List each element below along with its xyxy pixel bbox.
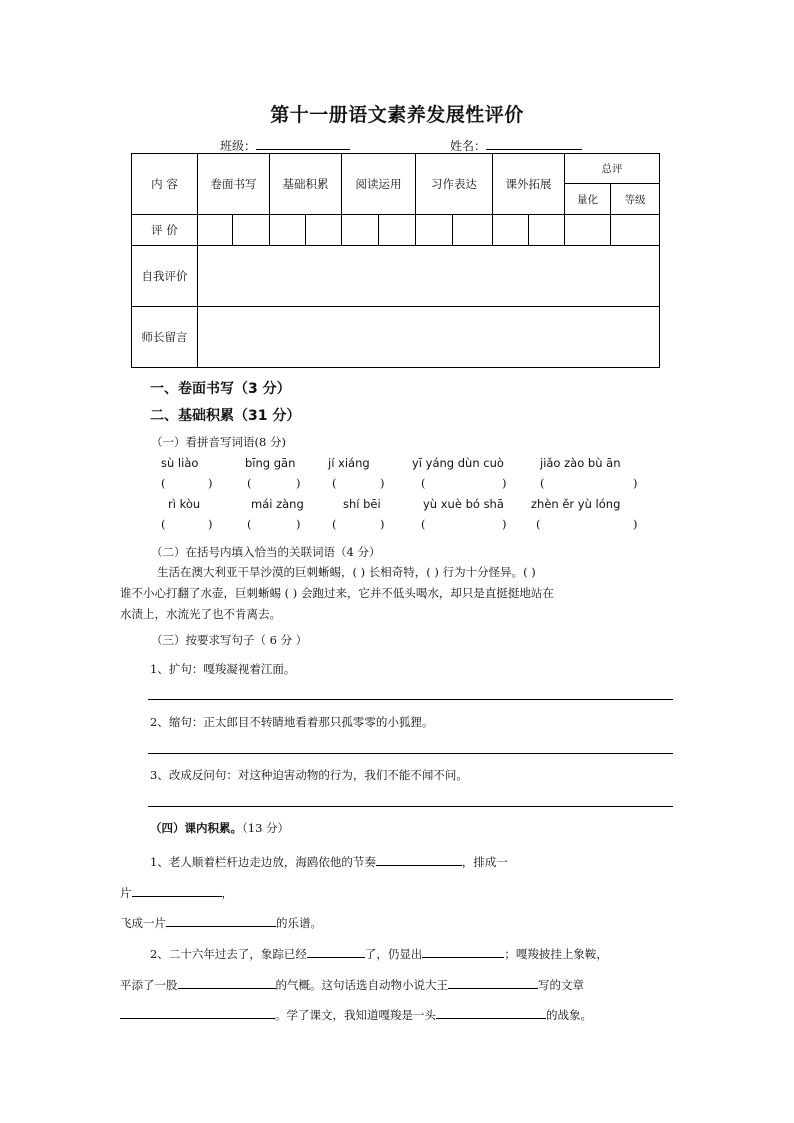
col-header-reading: 阅读运用: [342, 154, 416, 215]
class-field: [220, 135, 350, 154]
class-input-line[interactable]: [256, 135, 350, 150]
part4-q1-line3: [120, 914, 322, 931]
pinyin-word: yī yáng dùn cuò: [412, 456, 504, 470]
part4-heading-title: （四）课内积累。: [150, 821, 242, 835]
evaluation-table: [131, 153, 660, 368]
eval-cell[interactable]: [611, 215, 660, 246]
answer-paren-open: (: [540, 476, 545, 490]
fill-blank[interactable]: [120, 1006, 275, 1019]
answer-paren-open: (: [421, 476, 426, 490]
q1-text: ，: [221, 886, 233, 900]
part4-q2-line2: [120, 976, 584, 993]
answer-paren-open: (: [421, 517, 426, 531]
part1-heading: （一）看拼音写词语(8 分): [151, 435, 286, 449]
q1-text: ，排成一: [461, 855, 508, 869]
col-header-basics: 基础积累: [270, 154, 342, 215]
fill-blank[interactable]: [166, 914, 276, 927]
fill-blank[interactable]: [307, 945, 365, 958]
part2-line3: 水渍上，水流光了也不肯离去。: [120, 607, 281, 621]
part3-heading: （三）按要求写句子（ 6 分 ）: [151, 633, 308, 647]
eval-cell[interactable]: [233, 215, 270, 246]
section-basics: 二、基础积累（31 分）: [150, 408, 301, 424]
answer-paren-open: (: [332, 476, 337, 490]
fill-blank[interactable]: [376, 853, 462, 866]
answer-paren-open: (: [247, 476, 252, 490]
eval-cell[interactable]: [270, 215, 306, 246]
teacher-cell[interactable]: [198, 307, 660, 368]
q1-text: 1、老人顺着栏杆边走边放，海鸥依他的节奏: [150, 855, 376, 869]
name-input-line[interactable]: [486, 135, 582, 150]
fill-blank[interactable]: [448, 976, 538, 989]
quant-header: 量化: [565, 184, 611, 215]
pinyin-word: shí bēi: [343, 497, 381, 511]
part4-q2-line1: [150, 945, 608, 962]
pinyin-word: mái zàng: [251, 497, 304, 511]
part4-q2-line3: [120, 1006, 592, 1023]
q2-text: 平添了一股: [120, 978, 178, 992]
eval-cell[interactable]: [342, 215, 379, 246]
q1-text: 片: [120, 886, 132, 900]
q2-text: 的气概。这句话选自动物小说大王: [275, 978, 448, 992]
answer-paren-close: ): [296, 517, 301, 531]
part3-q1: 1、扩句：嘎羧凝视着江面。: [150, 662, 296, 676]
answer-paren-close: ): [502, 517, 507, 531]
pinyin-word: jiǎo zào bù ān: [540, 456, 621, 470]
part4-q1-line2: [120, 884, 233, 901]
answer-line[interactable]: [148, 806, 673, 807]
part4-heading: [150, 820, 289, 836]
name-field: [450, 135, 582, 154]
answer-paren-close: ): [208, 476, 213, 490]
answer-paren-close: ): [208, 517, 213, 531]
class-label: 班级：: [220, 139, 257, 153]
part3-q3: 3、改成反问句：对这种迫害动物的行为，我们不能不闻不问。: [150, 768, 468, 782]
q2-text: 2、二十六年过去了，象踪已经: [150, 947, 307, 961]
col-header-extracurricular: 课外拓展: [493, 154, 565, 215]
page-title: 第十一册语文素养发展性评价: [270, 104, 524, 126]
part4-heading-score: （13 分）: [242, 821, 290, 835]
self-eval-label: 自我评价: [132, 246, 198, 307]
section-handwriting: 一、卷面书写（3 分）: [150, 381, 291, 397]
answer-paren-close: ): [633, 517, 638, 531]
q2-text: 的战象。: [546, 1008, 592, 1022]
answer-paren-open: (: [161, 476, 166, 490]
eval-cell[interactable]: [379, 215, 416, 246]
pinyin-word: zhèn ěr yù lóng: [531, 497, 621, 511]
teacher-label: 师长留言: [132, 307, 198, 368]
q2-text: ；嘎羧披挂上象鞍，: [504, 947, 608, 961]
fill-blank[interactable]: [422, 945, 504, 958]
answer-paren-close: ): [502, 476, 507, 490]
eval-cell[interactable]: [453, 215, 493, 246]
answer-line[interactable]: [148, 699, 673, 700]
q1-text: 飞成一片: [120, 916, 166, 930]
pinyin-word: bīng gān: [245, 456, 296, 470]
answer-paren-open: (: [247, 517, 252, 531]
pinyin-word: sù liào: [161, 456, 199, 470]
pinyin-word: jí xiáng: [328, 456, 370, 470]
eval-cell[interactable]: [493, 215, 529, 246]
self-eval-cell[interactable]: [198, 246, 660, 307]
answer-line[interactable]: [148, 753, 673, 754]
eval-cell[interactable]: [416, 215, 453, 246]
q1-text: 的乐谱。: [276, 916, 322, 930]
total-header: 总评: [565, 154, 660, 184]
part2-line1: 生活在澳大利亚干旱沙漠的巨刺蜥蜴，( ) 长相奇特，( ) 行为十分怪异。( ): [157, 565, 536, 579]
answer-paren-open: (: [536, 517, 541, 531]
fill-blank[interactable]: [436, 1006, 546, 1019]
pinyin-word: rì kòu: [168, 497, 201, 511]
part2-heading: （二）在括号内填入恰当的关联词语（4 分）: [151, 545, 381, 559]
q2-text: 。学了课文，我知道嘎羧是一头: [275, 1008, 436, 1022]
eval-cell[interactable]: [198, 215, 233, 246]
answer-paren-close: ): [633, 476, 638, 490]
eval-row-label: 评 价: [132, 215, 198, 246]
content-header: 内 容: [132, 154, 198, 215]
answer-paren-open: (: [332, 517, 337, 531]
fill-blank[interactable]: [132, 884, 222, 897]
part3-q2: 2、缩句：正太郎目不转睛地看着那只孤零零的小狐狸。: [150, 715, 434, 729]
name-label: 姓名：: [450, 139, 487, 153]
part2-line2: 谁不小心打翻了水壶，巨刺蜥蜴 ( ) 会跑过来，它并不低头喝水，却只是直挺挺地站在: [120, 586, 554, 600]
eval-cell[interactable]: [306, 215, 342, 246]
col-header-writing: 习作表达: [416, 154, 493, 215]
grade-header: 等级: [611, 184, 660, 215]
answer-paren-open: (: [161, 517, 166, 531]
eval-cell[interactable]: [529, 215, 565, 246]
part4-q1-line1: [150, 853, 508, 870]
eval-cell[interactable]: [565, 215, 611, 246]
pinyin-word: yù xuè bó shā: [423, 497, 504, 511]
q2-text: 写的文章: [538, 978, 584, 992]
q2-text: 了，仍显出: [364, 947, 423, 961]
answer-paren-close: ): [380, 517, 385, 531]
answer-paren-close: ): [296, 476, 301, 490]
fill-blank[interactable]: [178, 976, 276, 989]
answer-paren-close: ): [380, 476, 385, 490]
col-header-handwriting: 卷面书写: [198, 154, 270, 215]
